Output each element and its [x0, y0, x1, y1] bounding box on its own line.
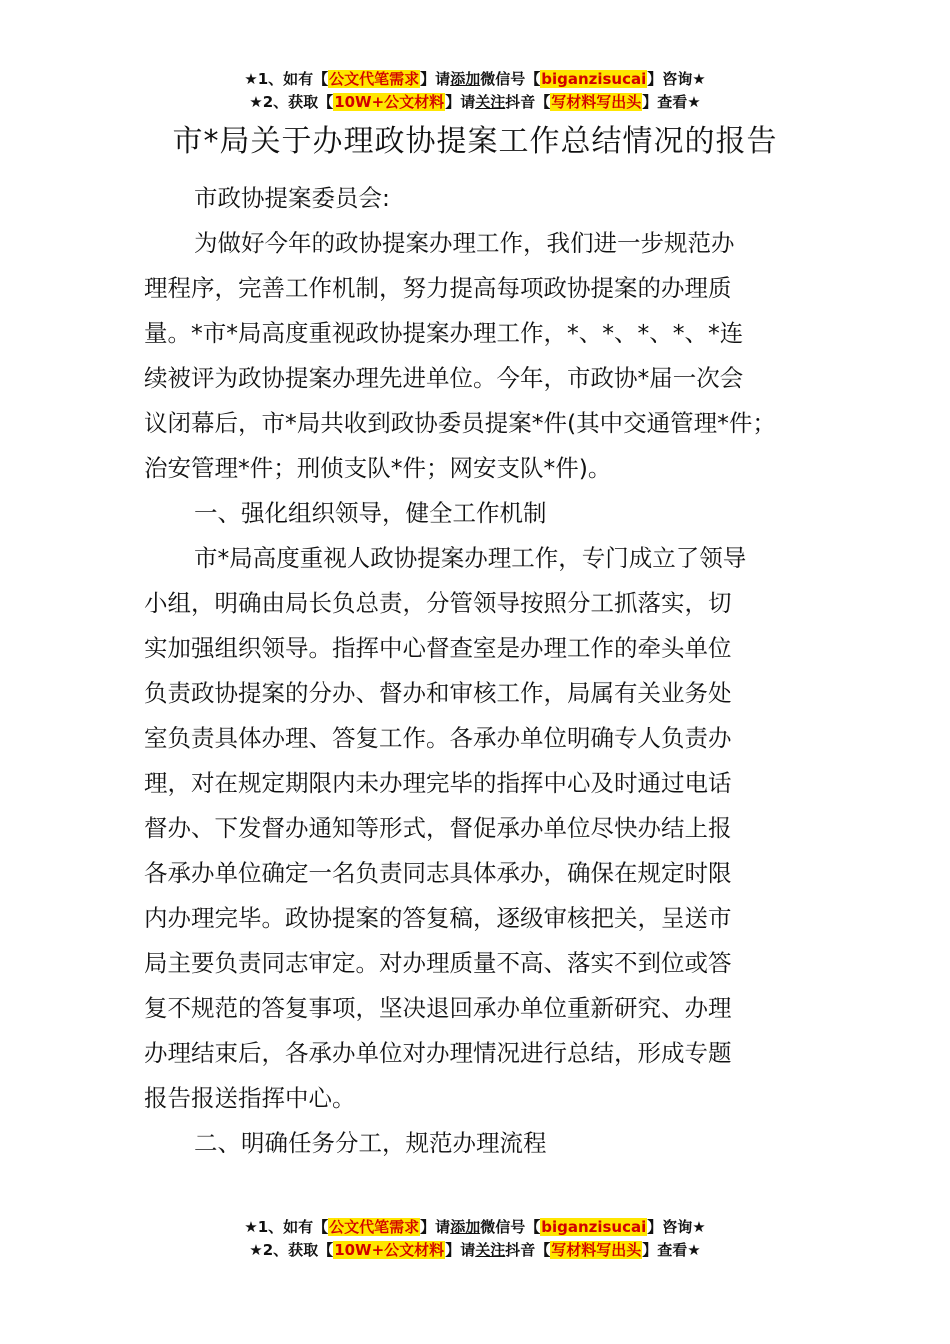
- text-line: 理程序，完善工作机制，努力提高每项政协提案的办理质: [144, 274, 732, 302]
- banner-text: 微信号【: [480, 1218, 541, 1236]
- intro-paragraph: [144, 221, 814, 491]
- text-line: 各承办单位确定一名负责同志具体承办，确保在规定时限: [144, 859, 732, 887]
- text-line: 为做好今年的政协提案办理工作，我们进一步规范办: [194, 229, 735, 257]
- banner-highlight-wechat: biganzisucai: [541, 70, 647, 88]
- banner-highlight-douyin: 写材料写出头: [551, 1241, 642, 1259]
- banner-text: 】请: [445, 1241, 476, 1259]
- text-line: 报告报送指挥中心。: [144, 1084, 356, 1112]
- banner-text: ★2、获取【: [249, 1241, 334, 1259]
- banner-underlined-text: 关注: [475, 1241, 506, 1259]
- top-banner: [0, 68, 950, 114]
- text-line: 局主要负责同志审定。对办理质量不高、落实不到位或答: [144, 949, 732, 977]
- text-line: 复不规范的答复事项，坚决退回承办单位重新研究、办理: [144, 994, 732, 1022]
- banner-text: 】请: [420, 1218, 451, 1236]
- banner-text: 微信号【: [480, 70, 541, 88]
- text-line: 实加强组织领导。指挥中心督查室是办理工作的牵头单位: [144, 634, 732, 662]
- banner-text: ★1、如有【: [244, 1218, 329, 1236]
- salutation: 市政协提案委员会:: [194, 184, 390, 212]
- document-body: [144, 176, 814, 1166]
- banner-underlined-text: 添加: [450, 1218, 481, 1236]
- bottom-banner: [0, 1216, 950, 1262]
- text-line: 督办、下发督办通知等形式，督促承办单位尽快办结上报: [144, 814, 732, 842]
- text-line: 治安管理*件；刑侦支队*件；网安支队*件)。: [144, 454, 612, 482]
- banner-text: 抖音【: [505, 1241, 551, 1259]
- text-line: 量。*市*局高度重视政协提案办理工作，*、*、*、*、*连: [144, 319, 744, 347]
- banner-highlight: 10W+公文材料: [334, 93, 445, 111]
- banner-text: ★2、获取【: [249, 93, 334, 111]
- banner-highlight-wechat: biganzisucai: [541, 1218, 647, 1236]
- text-line: 负责政协提案的分办、督办和审核工作，局属有关业务处: [144, 679, 732, 707]
- banner-highlight: 10W+公文材料: [334, 1241, 445, 1259]
- text-line: 内办理完毕。政协提案的答复稿，逐级审核把关，呈送市: [144, 904, 732, 932]
- banner-line-1: [0, 1216, 950, 1239]
- text-line: 议闭幕后，市*局共收到政协委员提案*件(其中交通管理*件；: [144, 409, 776, 437]
- banner-underlined-text: 关注: [475, 93, 506, 111]
- banner-text: 】查看★: [642, 1241, 701, 1259]
- text-line: 市*局高度重视人政协提案办理工作，专门成立了领导: [194, 544, 747, 572]
- banner-text: 】查看★: [642, 93, 701, 111]
- banner-text: 】咨询★: [647, 1218, 706, 1236]
- banner-line-2: [0, 91, 950, 114]
- text-line: 理，对在规定期限内未办理完毕的指挥中心及时通过电话: [144, 769, 732, 797]
- banner-text: 】咨询★: [647, 70, 706, 88]
- banner-highlight: 公文代笔需求: [329, 1218, 420, 1236]
- text-line: 办理结束后，各承办单位对办理情况进行总结，形成专题: [144, 1039, 732, 1067]
- banner-underlined-text: 添加: [450, 70, 481, 88]
- section-heading-1: 一、强化组织领导，健全工作机制: [194, 499, 547, 527]
- section-heading-2: 二、明确任务分工，规范办理流程: [194, 1129, 547, 1157]
- banner-text: ★1、如有【: [244, 70, 329, 88]
- section-1-paragraph: [144, 536, 814, 1121]
- text-line: 小组，明确由局长负总责，分管领导按照分工抓落实，切: [144, 589, 732, 617]
- banner-text: 】请: [445, 93, 476, 111]
- text-line: 室负责具体办理、答复工作。各承办单位明确专人负责办: [144, 724, 732, 752]
- banner-line-1: [0, 68, 950, 91]
- banner-text: 】请: [420, 70, 451, 88]
- banner-text: 抖音【: [505, 93, 551, 111]
- document-title: 市*局关于办理政协提案工作总结情况的报告: [172, 124, 778, 159]
- banner-highlight-douyin: 写材料写出头: [551, 93, 642, 111]
- banner-highlight: 公文代笔需求: [329, 70, 420, 88]
- banner-line-2: [0, 1239, 950, 1262]
- text-line: 续被评为政协提案办理先进单位。今年，市政协*届一次会: [144, 364, 744, 392]
